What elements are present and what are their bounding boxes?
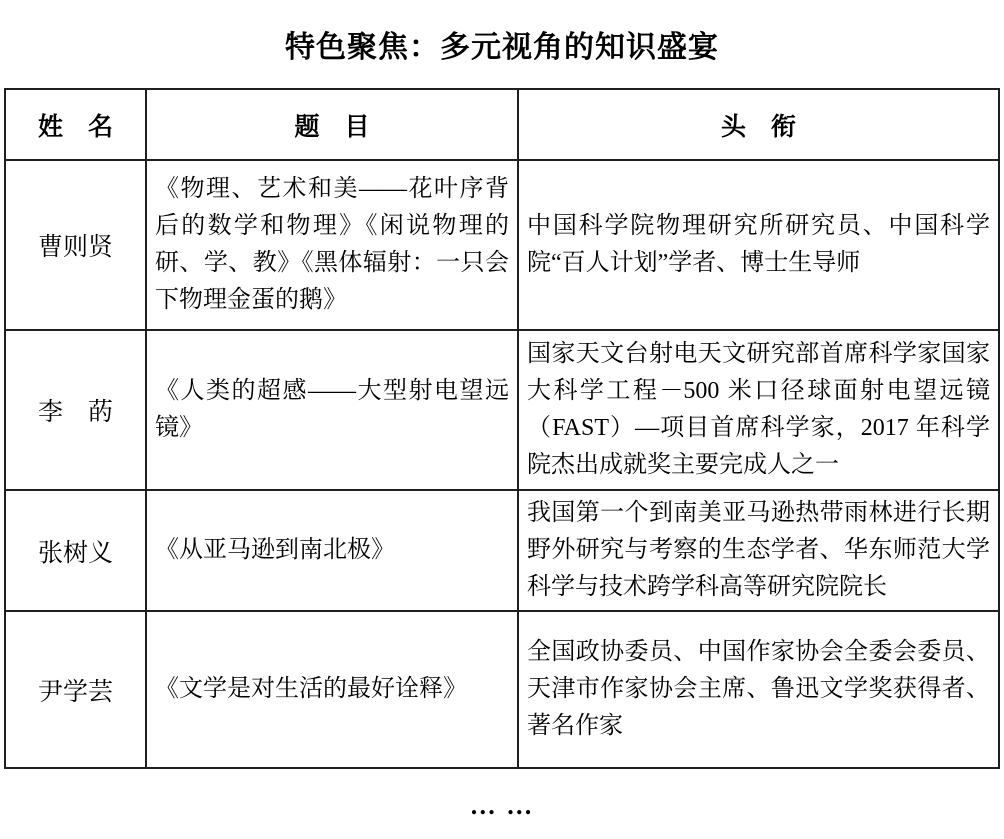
column-header-topic: 题 目 [146, 89, 518, 160]
column-header-title: 头 衔 [518, 89, 999, 160]
cell-speaker-name: 尹学芸 [5, 611, 146, 768]
speakers-table [4, 88, 1000, 769]
cell-speaker-title: 中国科学院物理研究所研究员、中国科学院“百人计划”学者、博士生导师 [518, 160, 999, 330]
cell-lecture-topic: 《文学是对生活的最好诠释》 [146, 611, 518, 768]
page-title: 特色聚焦：多元视角的知识盛宴 [285, 31, 719, 64]
column-header-name: 姓 名 [5, 89, 146, 160]
table-row [5, 611, 999, 768]
table-row [5, 490, 999, 611]
table-row [5, 160, 999, 330]
continuation-ellipsis: … … [469, 791, 535, 820]
cell-speaker-name: 张树义 [5, 490, 146, 611]
cell-lecture-topic: 《物理、艺术和美——花叶序背后的数学和物理》《闲说物理的研、学、教》《黑体辐射：一只会下物理金蛋的鹅》 [146, 160, 518, 330]
cell-speaker-title: 我国第一个到南美亚马逊热带雨林进行长期野外研究与考察的生态学者、华东师范大学科学与技术跨学科高等研究院院长 [518, 490, 999, 611]
cell-lecture-topic: 《从亚马逊到南北极》 [146, 490, 518, 611]
cell-speaker-title: 全国政协委员、中国作家协会全委会委员、天津市作家协会主席、鲁迅文学奖获得者、著名作家 [518, 611, 999, 768]
cell-speaker-name: 李 菂 [5, 330, 146, 490]
table-row [5, 330, 999, 490]
cell-lecture-topic: 《人类的超感——大型射电望远镜》 [146, 330, 518, 490]
cell-speaker-title: 国家天文台射电天文研究部首席科学家国家大科学工程－500 米口径球面射电望远镜（FAST）—项目首席科学家，2017 年科学院杰出成就奖主要完成人之一 [518, 330, 999, 490]
cell-speaker-name: 曹则贤 [5, 160, 146, 330]
table-header-row [5, 89, 999, 160]
